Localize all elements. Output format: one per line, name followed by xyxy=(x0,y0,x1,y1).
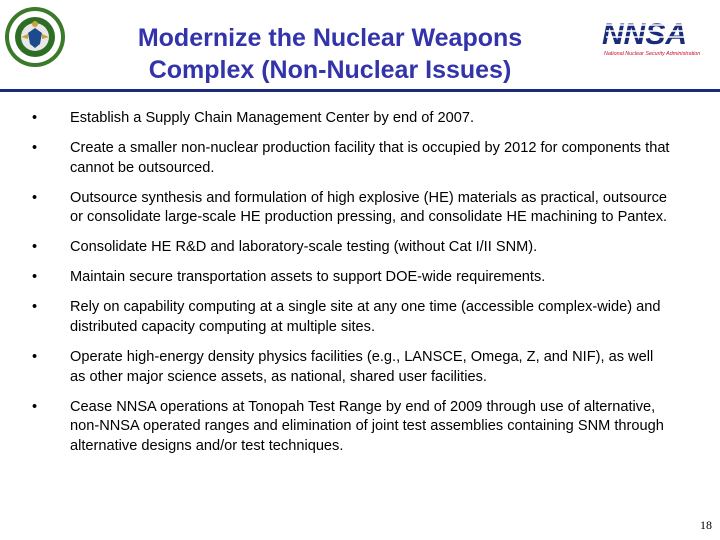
bullet-dot: • xyxy=(32,349,38,366)
title-divider xyxy=(0,89,720,92)
bullet-text: Rely on capability computing at a single site at any one time (accessible complex-wide) and distributed capacity computing at multiple sites. xyxy=(70,299,661,335)
bullet-dot: • xyxy=(32,189,38,206)
bullet-item xyxy=(32,238,672,258)
bullet-item xyxy=(32,398,672,457)
title-line-2: Complex (Non-Nuclear Issues) xyxy=(148,56,512,84)
bullet-item xyxy=(32,298,672,337)
bullet-text: Operate high-energy density physics facilities (e.g., LANSCE, Omega, Z, and NIF), as well as other major science assets, as national, shared user facilities. xyxy=(70,349,654,385)
page-number: 18 xyxy=(700,518,712,532)
nnsa-logo xyxy=(600,14,718,60)
bullet-dot: • xyxy=(32,398,38,415)
bullet-item xyxy=(32,189,672,228)
bullet-text: Establish a Supply Chain Management Center by end of 2007. xyxy=(70,110,475,126)
bullet-text: Create a smaller non-nuclear production facility that is occupied by 2012 for components that cannot be outsourced. xyxy=(70,140,670,176)
nnsa-subtitle: National Nuclear Security Administration xyxy=(604,51,701,57)
bullet-dot: • xyxy=(32,110,38,126)
bullet-item xyxy=(32,348,672,387)
bullet-dot: • xyxy=(32,269,38,286)
bullet-list xyxy=(32,109,672,467)
nnsa-wordmark: NNSA xyxy=(602,18,688,51)
bullet-dot: • xyxy=(32,239,38,256)
bullet-text: Cease NNSA operations at Tonopah Test Range by end of 2009 through use of alternative, non-NNSA operated ranges and elimination of joint test assemblies containing SNM through alternative designs and/or test techniques. xyxy=(70,398,664,454)
bullet-item xyxy=(32,268,672,288)
bullet-item xyxy=(32,139,672,178)
bullet-dot: • xyxy=(32,140,38,157)
bullet-item xyxy=(32,109,672,129)
slide-title xyxy=(120,22,540,86)
bullet-text: Maintain secure transportation assets to support DOE-wide requirements. xyxy=(70,269,546,286)
bullet-dot: • xyxy=(32,299,38,316)
title-line-1: Modernize the Nuclear Weapons xyxy=(137,24,523,52)
doe-seal-logo xyxy=(4,6,66,68)
bullet-text: Consolidate HE R&D and laboratory-scale testing (without Cat I/II SNM). xyxy=(70,239,538,256)
bullet-text: Outsource synthesis and formulation of high explosive (HE) materials as practical, outsource or consolidate large-scale HE production pressing, and consolidate HE machining to Pantex. xyxy=(70,189,668,226)
